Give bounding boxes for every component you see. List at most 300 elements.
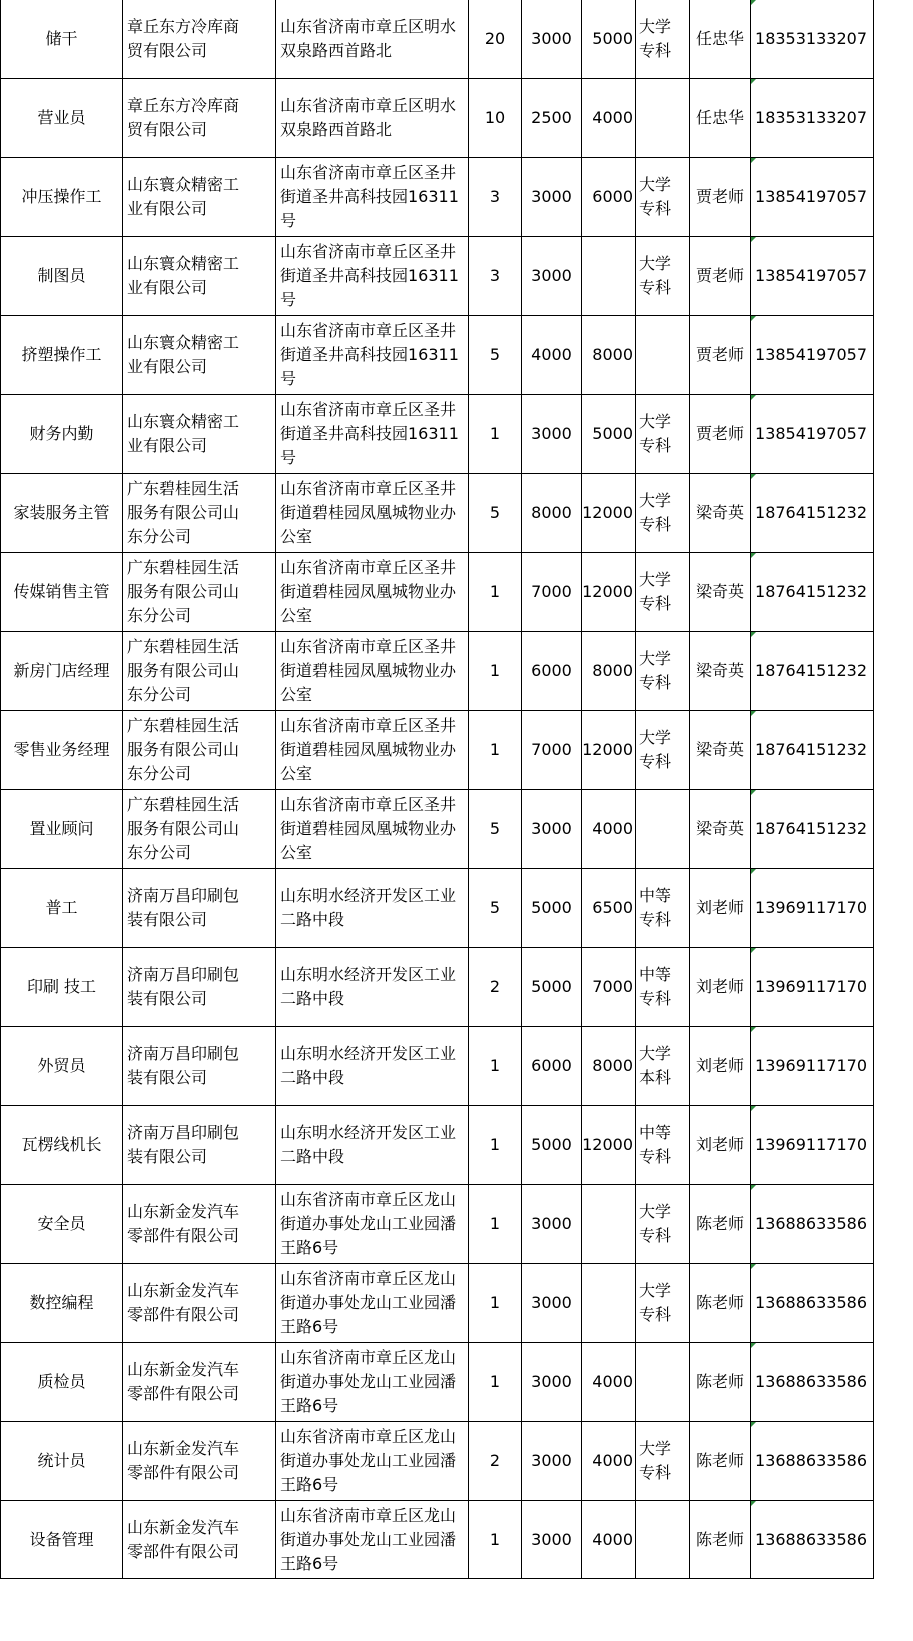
cell-headcount-text: 1 xyxy=(489,1214,501,1233)
cell-salary-min-text: 3000 xyxy=(531,187,572,206)
cell-phone xyxy=(751,1264,874,1343)
cell-education-text: 大学专科 xyxy=(639,412,672,455)
cell-address-text: 山东省济南市章丘区圣井街道碧桂园凤凰城物业办公室 xyxy=(280,558,457,625)
cell-company xyxy=(123,237,276,316)
cell-salary-min-text: 3000 xyxy=(531,1214,572,1233)
cell-salary-max xyxy=(582,1422,636,1501)
cell-salary-min-text: 2500 xyxy=(531,108,572,127)
cell-company xyxy=(123,1027,276,1106)
cell-position-text: 传媒销售主管 xyxy=(13,582,110,601)
cell-headcount xyxy=(469,632,522,711)
cell-headcount-text: 20 xyxy=(484,29,506,48)
cell-address-text: 山东省济南市章丘区龙山街道办事处龙山工业园潘王路6号 xyxy=(280,1348,457,1415)
cell-company xyxy=(123,711,276,790)
cell-education xyxy=(636,158,690,237)
cell-salary-min xyxy=(522,158,582,237)
cell-position xyxy=(1,395,123,474)
table-body xyxy=(1,0,874,1579)
cell-education-text: 大学专科 xyxy=(639,254,672,297)
cell-phone xyxy=(751,79,874,158)
cell-contact-text: 刘老师 xyxy=(695,1135,744,1154)
cell-address-text: 山东省济南市章丘区圣井街道圣井高科技园16311号 xyxy=(280,321,459,388)
cell-contact-text: 陈老师 xyxy=(695,1293,744,1312)
cell-address xyxy=(276,1501,469,1579)
cell-salary-max xyxy=(582,158,636,237)
cell-contact-text: 贾老师 xyxy=(695,266,744,285)
cell-company-text: 章丘东方冷库商贸有限公司 xyxy=(127,17,240,60)
cell-contact-text: 陈老师 xyxy=(695,1529,744,1549)
cell-salary-max-text: 4000 xyxy=(592,1372,633,1391)
table-row xyxy=(1,1422,874,1501)
cell-salary-max-text: 5000 xyxy=(592,29,633,48)
table-row xyxy=(1,158,874,237)
cell-phone-text: 13854197057 xyxy=(755,345,867,364)
cell-headcount xyxy=(469,553,522,632)
cell-position-text: 安全员 xyxy=(37,1214,86,1233)
cell-education xyxy=(636,395,690,474)
cell-headcount xyxy=(469,316,522,395)
cell-contact-text: 任忠华 xyxy=(695,108,744,127)
cell-company-text: 山东寰众精密工业有限公司 xyxy=(127,175,240,218)
cell-education xyxy=(636,632,690,711)
cell-contact xyxy=(690,1185,751,1264)
cell-headcount xyxy=(469,1264,522,1343)
cell-phone-text: 13688633586 xyxy=(755,1293,867,1312)
cell-salary-max-text: 8000 xyxy=(592,661,633,680)
cell-position-text: 冲压操作工 xyxy=(21,187,102,206)
cell-position xyxy=(1,711,123,790)
cell-headcount xyxy=(469,1027,522,1106)
cell-phone-text: 13854197057 xyxy=(755,424,867,443)
cell-phone xyxy=(751,1343,874,1422)
cell-phone xyxy=(751,395,874,474)
table-row xyxy=(1,237,874,316)
cell-education-text: 大学专科 xyxy=(639,570,672,613)
cell-headcount-text: 1 xyxy=(489,740,501,759)
cell-salary-min xyxy=(522,1422,582,1501)
cell-education-text: 大学专科 xyxy=(639,1281,672,1324)
cell-salary-max xyxy=(582,1264,636,1343)
cell-phone-text: 13854197057 xyxy=(755,187,867,206)
cell-headcount xyxy=(469,395,522,474)
cell-company-text: 济南万昌印刷包装有限公司 xyxy=(127,1123,240,1166)
cell-contact-text: 陈老师 xyxy=(695,1372,744,1391)
cell-education-text: 大学专科 xyxy=(639,491,672,534)
cell-salary-min xyxy=(522,790,582,869)
cell-position-text: 零售业务经理 xyxy=(13,740,110,759)
cell-position xyxy=(1,1264,123,1343)
cell-phone xyxy=(751,1185,874,1264)
cell-phone xyxy=(751,711,874,790)
cell-company xyxy=(123,0,276,79)
cell-address xyxy=(276,711,469,790)
cell-headcount-text: 1 xyxy=(489,1529,501,1549)
cell-position xyxy=(1,1106,123,1185)
cell-salary-min-text: 7000 xyxy=(531,582,572,601)
cell-contact xyxy=(690,869,751,948)
cell-address xyxy=(276,1343,469,1422)
cell-salary-max-text: 12000 xyxy=(582,1135,633,1154)
cell-company xyxy=(123,79,276,158)
table-row xyxy=(1,474,874,553)
cell-company-text: 广东碧桂园生活服务有限公司山东分公司 xyxy=(127,558,240,625)
cell-salary-max-text: 6500 xyxy=(592,898,633,917)
cell-contact xyxy=(690,1343,751,1422)
cell-contact-text: 陈老师 xyxy=(695,1451,744,1470)
table-row xyxy=(1,790,874,869)
cell-salary-min-text: 3000 xyxy=(531,1451,572,1470)
cell-headcount-text: 3 xyxy=(489,187,501,206)
cell-education xyxy=(636,869,690,948)
cell-phone-text: 18764151232 xyxy=(755,661,867,680)
cell-position-text: 新房门店经理 xyxy=(13,661,110,680)
cell-position-text: 瓦楞线机长 xyxy=(21,1135,102,1154)
cell-salary-max xyxy=(582,395,636,474)
cell-position-text: 普工 xyxy=(45,898,78,917)
cell-address-text: 山东省济南市章丘区龙山街道办事处龙山工业园潘王路6号 xyxy=(280,1269,457,1336)
cell-company-text: 广东碧桂园生活服务有限公司山东分公司 xyxy=(127,637,240,704)
cell-salary-min-text: 7000 xyxy=(531,740,572,759)
cell-headcount-text: 3 xyxy=(489,266,501,285)
cell-salary-max-text: 4000 xyxy=(592,819,633,838)
cell-headcount xyxy=(469,711,522,790)
cell-headcount xyxy=(469,948,522,1027)
cell-phone xyxy=(751,1027,874,1106)
cell-position-text: 置业顾问 xyxy=(29,819,94,838)
cell-position xyxy=(1,1343,123,1422)
cell-education xyxy=(636,1343,690,1422)
cell-address-text: 山东省济南市章丘区圣井街道圣井高科技园16311号 xyxy=(280,400,459,467)
cell-phone-text: 13688633586 xyxy=(755,1451,867,1470)
cell-salary-min xyxy=(522,237,582,316)
cell-salary-max-text: 8000 xyxy=(592,1056,633,1075)
cell-education xyxy=(636,79,690,158)
cell-contact-text: 贾老师 xyxy=(695,345,744,364)
cell-address-text: 山东明水经济开发区工业二路中段 xyxy=(280,965,457,1008)
cell-headcount-text: 2 xyxy=(489,1451,501,1470)
cell-phone-text: 18764151232 xyxy=(755,740,867,759)
cell-address xyxy=(276,790,469,869)
cell-address xyxy=(276,553,469,632)
table-row xyxy=(1,711,874,790)
cell-education-text: 大学专科 xyxy=(639,1439,672,1482)
cell-contact xyxy=(690,395,751,474)
cell-salary-min-text: 6000 xyxy=(531,1056,572,1075)
cell-company-text: 济南万昌印刷包装有限公司 xyxy=(127,965,240,1008)
cell-headcount-text: 5 xyxy=(489,503,501,522)
cell-salary-min-text: 3000 xyxy=(531,266,572,285)
table-row xyxy=(1,553,874,632)
cell-salary-min-text: 6000 xyxy=(531,661,572,680)
cell-salary-min-text: 5000 xyxy=(531,898,572,917)
cell-headcount xyxy=(469,1422,522,1501)
cell-salary-min xyxy=(522,948,582,1027)
cell-salary-max xyxy=(582,1027,636,1106)
cell-salary-max xyxy=(582,1106,636,1185)
cell-education-text: 大学专科 xyxy=(639,1202,672,1245)
table-row xyxy=(1,1027,874,1106)
cell-position-text: 制图员 xyxy=(37,266,86,285)
cell-address xyxy=(276,1264,469,1343)
cell-contact-text: 刘老师 xyxy=(695,977,744,996)
cell-company xyxy=(123,1106,276,1185)
cell-position xyxy=(1,158,123,237)
cell-salary-max xyxy=(582,1185,636,1264)
cell-contact xyxy=(690,790,751,869)
cell-contact xyxy=(690,0,751,79)
cell-company-text: 山东新金发汽车零部件有限公司 xyxy=(127,1360,240,1403)
cell-salary-max-text: 4000 xyxy=(592,1529,633,1549)
cell-salary-min xyxy=(522,553,582,632)
cell-salary-max xyxy=(582,711,636,790)
cell-headcount xyxy=(469,158,522,237)
cell-address xyxy=(276,1106,469,1185)
cell-education xyxy=(636,948,690,1027)
cell-headcount xyxy=(469,1106,522,1185)
cell-headcount-text: 1 xyxy=(489,424,501,443)
cell-salary-max xyxy=(582,632,636,711)
cell-salary-max xyxy=(582,237,636,316)
cell-salary-min xyxy=(522,1027,582,1106)
cell-contact-text: 贾老师 xyxy=(695,424,744,443)
cell-headcount-text: 5 xyxy=(489,898,501,917)
cell-salary-max-text: 12000 xyxy=(582,740,633,759)
cell-company-text: 山东新金发汽车零部件有限公司 xyxy=(127,1517,240,1561)
cell-company xyxy=(123,158,276,237)
cell-education xyxy=(636,316,690,395)
cell-salary-min xyxy=(522,0,582,79)
cell-address xyxy=(276,632,469,711)
cell-education xyxy=(636,1185,690,1264)
cell-contact xyxy=(690,1106,751,1185)
cell-contact xyxy=(690,711,751,790)
cell-salary-max xyxy=(582,1501,636,1579)
table-row xyxy=(1,869,874,948)
cell-position xyxy=(1,1501,123,1579)
cell-position xyxy=(1,553,123,632)
cell-address-text: 山东省济南市章丘区圣井街道圣井高科技园16311号 xyxy=(280,242,459,309)
cell-salary-min xyxy=(522,869,582,948)
cell-headcount xyxy=(469,1343,522,1422)
cell-salary-max-text: 12000 xyxy=(582,582,633,601)
cell-headcount xyxy=(469,790,522,869)
cell-contact-text: 梁奇英 xyxy=(695,582,744,601)
cell-address-text: 山东明水经济开发区工业二路中段 xyxy=(280,1123,457,1166)
cell-salary-min xyxy=(522,1106,582,1185)
cell-contact xyxy=(690,1027,751,1106)
cell-phone xyxy=(751,316,874,395)
cell-phone-text: 13854197057 xyxy=(755,266,867,285)
cell-address xyxy=(276,237,469,316)
cell-address-text: 山东省济南市章丘区明水双泉路西首路北 xyxy=(280,17,457,60)
cell-headcount xyxy=(469,237,522,316)
cell-phone-text: 18764151232 xyxy=(755,819,867,838)
cell-phone xyxy=(751,869,874,948)
cell-education xyxy=(636,0,690,79)
cell-headcount xyxy=(469,0,522,79)
cell-position-text: 挤塑操作工 xyxy=(21,345,102,364)
cell-company xyxy=(123,948,276,1027)
cell-education xyxy=(636,1501,690,1579)
cell-education-text: 大学专科 xyxy=(639,728,672,771)
cell-contact xyxy=(690,632,751,711)
cell-address-text: 山东明水经济开发区工业二路中段 xyxy=(280,1044,457,1087)
cell-headcount-text: 1 xyxy=(489,1293,501,1312)
table-row xyxy=(1,948,874,1027)
cell-position-text: 储干 xyxy=(45,29,78,48)
cell-phone xyxy=(751,553,874,632)
cell-address xyxy=(276,395,469,474)
cell-company-text: 山东寰众精密工业有限公司 xyxy=(127,412,240,455)
cell-salary-max xyxy=(582,1343,636,1422)
cell-position xyxy=(1,948,123,1027)
cell-salary-max-text: 12000 xyxy=(582,503,633,522)
cell-headcount xyxy=(469,1185,522,1264)
cell-headcount-text: 1 xyxy=(489,1056,501,1075)
cell-phone-text: 13969117170 xyxy=(755,1135,867,1154)
cell-salary-min xyxy=(522,711,582,790)
cell-headcount-text: 1 xyxy=(489,1135,501,1154)
cell-salary-min xyxy=(522,395,582,474)
cell-salary-max xyxy=(582,948,636,1027)
cell-salary-min xyxy=(522,474,582,553)
cell-headcount xyxy=(469,474,522,553)
cell-salary-max xyxy=(582,474,636,553)
cell-company xyxy=(123,869,276,948)
cell-position xyxy=(1,237,123,316)
cell-education xyxy=(636,474,690,553)
cell-contact-text: 刘老师 xyxy=(695,898,744,917)
cell-salary-max-text: 5000 xyxy=(592,424,633,443)
cell-contact-text: 梁奇英 xyxy=(695,503,744,522)
cell-address xyxy=(276,474,469,553)
cell-contact xyxy=(690,237,751,316)
cell-position xyxy=(1,0,123,79)
cell-education-text: 大学本科 xyxy=(639,1044,672,1087)
cell-contact xyxy=(690,1422,751,1501)
cell-education-text: 大学专科 xyxy=(639,175,672,218)
cell-salary-min xyxy=(522,632,582,711)
cell-company xyxy=(123,1422,276,1501)
cell-headcount-text: 5 xyxy=(489,819,501,838)
cell-phone xyxy=(751,158,874,237)
cell-position-text: 质检员 xyxy=(37,1372,86,1391)
cell-salary-min-text: 3000 xyxy=(531,29,572,48)
cell-company-text: 济南万昌印刷包装有限公司 xyxy=(127,1044,240,1087)
cell-position xyxy=(1,474,123,553)
cell-education-text: 中等专科 xyxy=(639,1123,672,1166)
cell-headcount-text: 1 xyxy=(489,661,501,680)
cell-address-text: 山东省济南市章丘区明水双泉路西首路北 xyxy=(280,96,457,139)
cell-company xyxy=(123,632,276,711)
cell-education xyxy=(636,790,690,869)
cell-company-text: 章丘东方冷库商贸有限公司 xyxy=(127,96,240,139)
cell-company xyxy=(123,395,276,474)
cell-position xyxy=(1,1185,123,1264)
cell-salary-max-text: 8000 xyxy=(592,345,633,364)
cell-position xyxy=(1,632,123,711)
cell-headcount-text: 1 xyxy=(489,1372,501,1391)
cell-contact-text: 陈老师 xyxy=(695,1214,744,1233)
cell-address xyxy=(276,316,469,395)
cell-salary-max xyxy=(582,553,636,632)
cell-contact xyxy=(690,474,751,553)
cell-education-text: 大学专科 xyxy=(639,649,672,692)
cell-headcount xyxy=(469,869,522,948)
cell-phone-text: 13688633586 xyxy=(755,1529,867,1549)
cell-headcount-text: 1 xyxy=(489,582,501,601)
cell-contact-text: 梁奇英 xyxy=(695,661,744,680)
cell-company xyxy=(123,790,276,869)
cell-salary-min-text: 3000 xyxy=(531,1293,572,1312)
cell-contact xyxy=(690,1264,751,1343)
cell-phone xyxy=(751,0,874,79)
cell-headcount xyxy=(469,1501,522,1579)
cell-salary-min-text: 3000 xyxy=(531,424,572,443)
cell-contact-text: 任忠华 xyxy=(695,29,744,48)
cell-position-text: 设备管理 xyxy=(29,1529,94,1549)
cell-company-text: 山东寰众精密工业有限公司 xyxy=(127,254,240,297)
cell-company xyxy=(123,1343,276,1422)
cell-position-text: 外贸员 xyxy=(37,1056,86,1075)
cell-contact-text: 贾老师 xyxy=(695,187,744,206)
cell-salary-min xyxy=(522,316,582,395)
table-row xyxy=(1,395,874,474)
cell-company-text: 广东碧桂园生活服务有限公司山东分公司 xyxy=(127,716,240,783)
cell-phone-text: 13969117170 xyxy=(755,1056,867,1075)
cell-phone-text: 18353133207 xyxy=(755,108,867,127)
cell-phone xyxy=(751,948,874,1027)
cell-education-text: 中等专科 xyxy=(639,965,672,1008)
cell-contact-text: 梁奇英 xyxy=(695,740,744,759)
cell-phone-text: 13688633586 xyxy=(755,1372,867,1391)
cell-salary-max-text: 4000 xyxy=(592,108,633,127)
cell-address xyxy=(276,79,469,158)
cell-company-text: 山东寰众精密工业有限公司 xyxy=(127,333,240,376)
cell-position xyxy=(1,869,123,948)
cell-company-text: 山东新金发汽车零部件有限公司 xyxy=(127,1202,240,1245)
cell-salary-min xyxy=(522,1185,582,1264)
cell-salary-min xyxy=(522,1501,582,1579)
cell-address xyxy=(276,869,469,948)
cell-company-text: 山东新金发汽车零部件有限公司 xyxy=(127,1281,240,1324)
table-row xyxy=(1,1501,874,1579)
cell-salary-min-text: 3000 xyxy=(531,819,572,838)
cell-salary-min xyxy=(522,1343,582,1422)
cell-phone-text: 13969117170 xyxy=(755,977,867,996)
cell-salary-max xyxy=(582,869,636,948)
cell-education-text: 大学专科 xyxy=(639,17,672,60)
cell-salary-min-text: 5000 xyxy=(531,977,572,996)
table-row xyxy=(1,1106,874,1185)
table-row xyxy=(1,316,874,395)
cell-phone xyxy=(751,790,874,869)
cell-phone xyxy=(751,237,874,316)
cell-position-text: 统计员 xyxy=(37,1451,86,1470)
cell-address-text: 山东省济南市章丘区圣井街道碧桂园凤凰城物业办公室 xyxy=(280,795,457,862)
cell-phone xyxy=(751,632,874,711)
cell-phone xyxy=(751,1422,874,1501)
table-row xyxy=(1,1264,874,1343)
cell-education xyxy=(636,711,690,790)
cell-salary-max xyxy=(582,316,636,395)
table-row xyxy=(1,0,874,79)
cell-company xyxy=(123,474,276,553)
cell-position xyxy=(1,1422,123,1501)
cell-position-text: 家装服务主管 xyxy=(13,503,110,522)
cell-phone-text: 18764151232 xyxy=(755,503,867,522)
cell-position xyxy=(1,790,123,869)
